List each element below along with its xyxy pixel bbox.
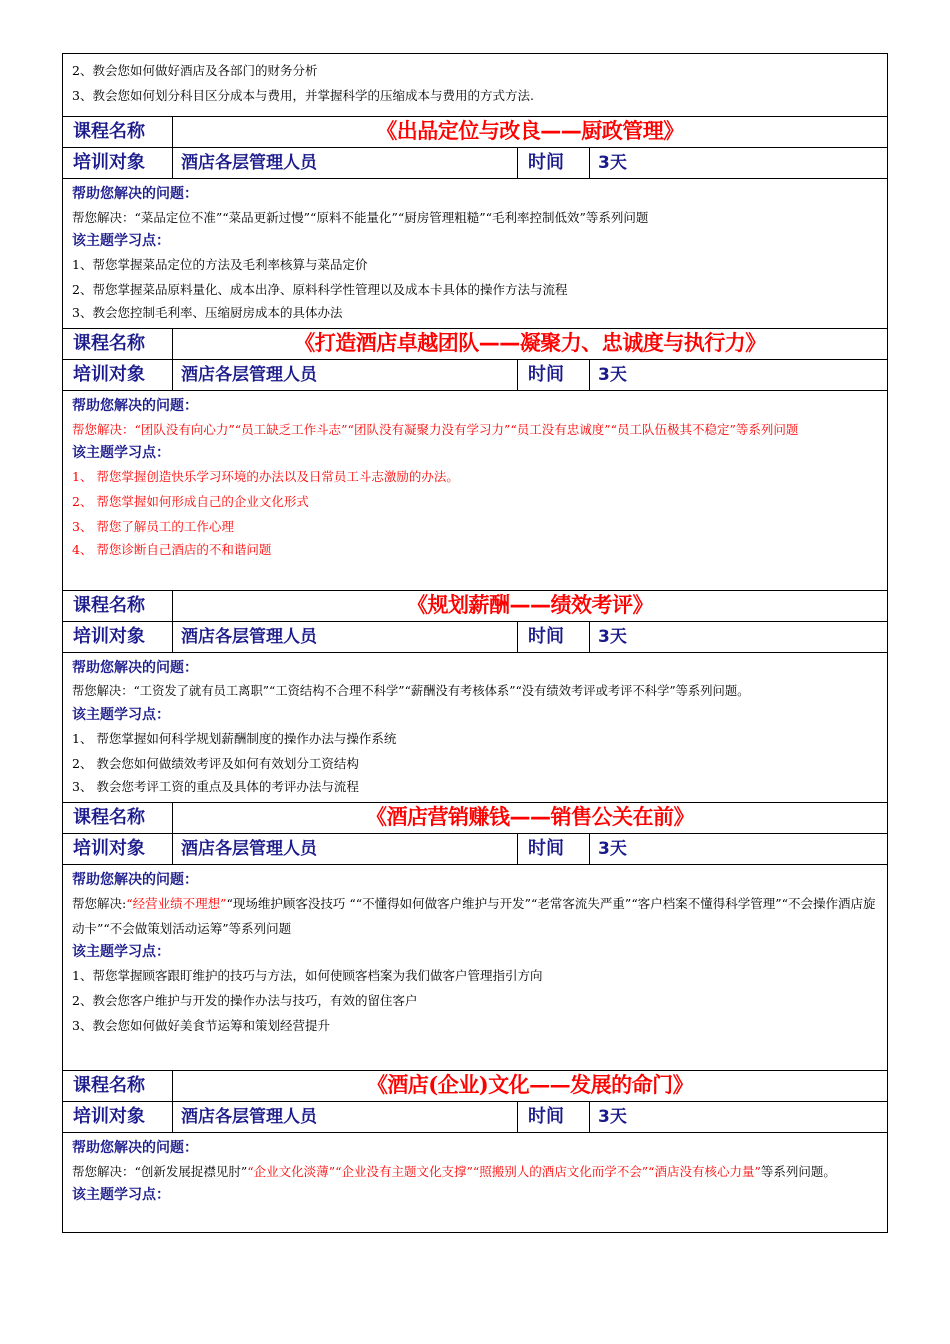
problems-heading: 帮助您解决的问题：	[72, 872, 198, 888]
course-detail-cell	[63, 865, 888, 1071]
learning-point: 3、教会您控制毛利率、压缩厨房成本的具体办法	[72, 305, 343, 320]
course-title: 《酒店(企业)文化——发展的命门》	[173, 1071, 888, 1102]
course-title: 《规划薪酬——绩效考评》	[173, 591, 888, 622]
duration-value: 3天	[590, 360, 888, 391]
course-name-label: 课程名称	[63, 803, 173, 834]
course-name-label: 课程名称	[63, 1071, 173, 1102]
problem-text: 帮您解决：“团队没有向心力”“员工缺乏工作斗志”“团队没有凝聚力没有学习力”“员工没有忠诚度”“员工队伍极其不稳定”等系列问题	[72, 422, 799, 437]
course-detail-row	[63, 391, 888, 591]
problems-heading: 帮助您解决的问题：	[72, 398, 198, 414]
course-title: 《出品定位与改良——厨政管理》	[173, 117, 888, 148]
time-label: 时间	[518, 1102, 590, 1133]
course-name-row	[63, 591, 888, 622]
audience-row	[63, 148, 888, 179]
problems-heading: 帮助您解决的问题：	[72, 660, 198, 676]
learning-point: 2、 帮您掌握如何形成自己的企业文化形式	[72, 494, 309, 509]
time-label: 时间	[518, 148, 590, 179]
course-name-label: 课程名称	[63, 591, 173, 622]
learning-heading: 该主题学习点：	[72, 707, 170, 723]
course-catalog-table	[62, 53, 888, 1233]
course-detail-row	[63, 1133, 888, 1233]
course-detail-row	[63, 179, 888, 329]
problems-heading: 帮助您解决的问题：	[72, 186, 198, 202]
problem-rest: “现场维护顾客没技巧 ““不懂得如何做客户维护与开发”“老常客流失严重”“客户档案不懂得科学管理”“不会操作酒店旋动卡”“不会做策划活动运筹”等系列问题	[72, 896, 876, 936]
audience-value: 酒店各层管理人员	[173, 834, 518, 865]
learning-point: 3、 帮您了解员工的工作心理	[72, 519, 234, 534]
duration-value: 3天	[590, 834, 888, 865]
time-label: 时间	[518, 622, 590, 653]
problem-highlight: “企业文化淡薄”“企业没有主题文化支撑”“照搬别人的酒店文化而学不会”“酒店没有核心力量”	[247, 1164, 761, 1179]
audience-value: 酒店各层管理人员	[173, 148, 518, 179]
course-detail-cell	[63, 179, 888, 329]
intro-line: 3、教会您如何划分科目区分成本与费用，并掌握科学的压缩成本与费用的方式方法.	[72, 88, 534, 103]
learning-heading: 该主题学习点：	[72, 233, 170, 249]
audience-value: 酒店各层管理人员	[173, 1102, 518, 1133]
audience-row	[63, 360, 888, 391]
duration-value: 3天	[590, 622, 888, 653]
audience-label: 培训对象	[63, 148, 173, 179]
learning-heading: 该主题学习点：	[72, 944, 170, 960]
course-name-row	[63, 803, 888, 834]
time-label: 时间	[518, 360, 590, 391]
course-name-label: 课程名称	[63, 329, 173, 360]
duration-value: 3天	[590, 1102, 888, 1133]
course-title: 《酒店营销赚钱——销售公关在前》	[173, 803, 888, 834]
learning-point: 2、 教会您如何做绩效考评及如何有效划分工资结构	[72, 756, 359, 771]
problem-text	[72, 891, 879, 941]
course-detail-cell	[63, 653, 888, 803]
duration-value: 3天	[590, 148, 888, 179]
learning-point: 4、 帮您诊断自己酒店的不和谐问题	[72, 542, 272, 557]
problem-highlight: “经营业绩不理想”	[126, 896, 227, 911]
intro-row	[63, 54, 888, 117]
audience-label: 培训对象	[63, 360, 173, 391]
audience-row	[63, 834, 888, 865]
audience-label: 培训对象	[63, 1102, 173, 1133]
problem-text: 帮您解决：“菜品定位不准”“菜品更新过慢”“原料不能量化”“厨房管理粗糙”“毛利率控制低效”等系列问题	[72, 210, 649, 225]
course-title: 《打造酒店卓越团队——凝聚力、忠诚度与执行力》	[173, 329, 888, 360]
problem-lead: 帮您解决：“创新发展捉襟见肘”	[72, 1164, 248, 1179]
learning-point: 3、 教会您考评工资的重点及具体的考评办法与流程	[72, 779, 359, 794]
problem-rest: 等系列问题。	[760, 1164, 836, 1179]
learning-heading: 该主题学习点：	[72, 445, 170, 461]
audience-row	[63, 622, 888, 653]
learning-point: 2、教会您客户维护与开发的操作办法与技巧，有效的留住客户	[72, 993, 418, 1008]
course-name-label: 课程名称	[63, 117, 173, 148]
course-detail-row	[63, 865, 888, 1071]
audience-label: 培训对象	[63, 622, 173, 653]
problems-heading: 帮助您解决的问题：	[72, 1140, 198, 1156]
learning-point: 2、帮您掌握菜品原料量化、成本出净、原料科学性管理以及成本卡具体的操作方法与流程	[72, 282, 568, 297]
learning-heading: 该主题学习点：	[72, 1187, 170, 1203]
course-detail-cell	[63, 391, 888, 591]
course-name-row	[63, 117, 888, 148]
course-name-row	[63, 1071, 888, 1102]
audience-value: 酒店各层管理人员	[173, 360, 518, 391]
intro-cell	[63, 54, 888, 117]
learning-point: 1、帮您掌握菜品定位的方法及毛利率核算与菜品定价	[72, 257, 368, 272]
course-detail-row	[63, 653, 888, 803]
learning-point: 3、教会您如何做好美食节运筹和策划经营提升	[72, 1018, 330, 1033]
problem-text	[72, 1159, 879, 1184]
course-detail-cell	[63, 1133, 888, 1233]
learning-point: 1、帮您掌握顾客跟盯维护的技巧与方法，如何使顾客档案为我们做客户管理指引方向	[72, 968, 543, 983]
time-label: 时间	[518, 834, 590, 865]
problem-text: 帮您解决：“工资发了就有员工离职”“工资结构不合理不科学”“薪酬没有考核体系”“没有绩效考评或考评不科学”等系列问题。	[72, 684, 750, 698]
audience-label: 培训对象	[63, 834, 173, 865]
audience-value: 酒店各层管理人员	[173, 622, 518, 653]
audience-row	[63, 1102, 888, 1133]
learning-point: 1、 帮您掌握创造快乐学习环境的办法以及日常员工斗志激励的办法。	[72, 469, 459, 484]
learning-point: 1、 帮您掌握如何科学规划薪酬制度的操作办法与操作系统	[72, 731, 397, 746]
intro-line: 2、教会您如何做好酒店及各部门的财务分析	[72, 63, 318, 78]
course-name-row	[63, 329, 888, 360]
problem-lead: 帮您解决:	[72, 896, 127, 911]
